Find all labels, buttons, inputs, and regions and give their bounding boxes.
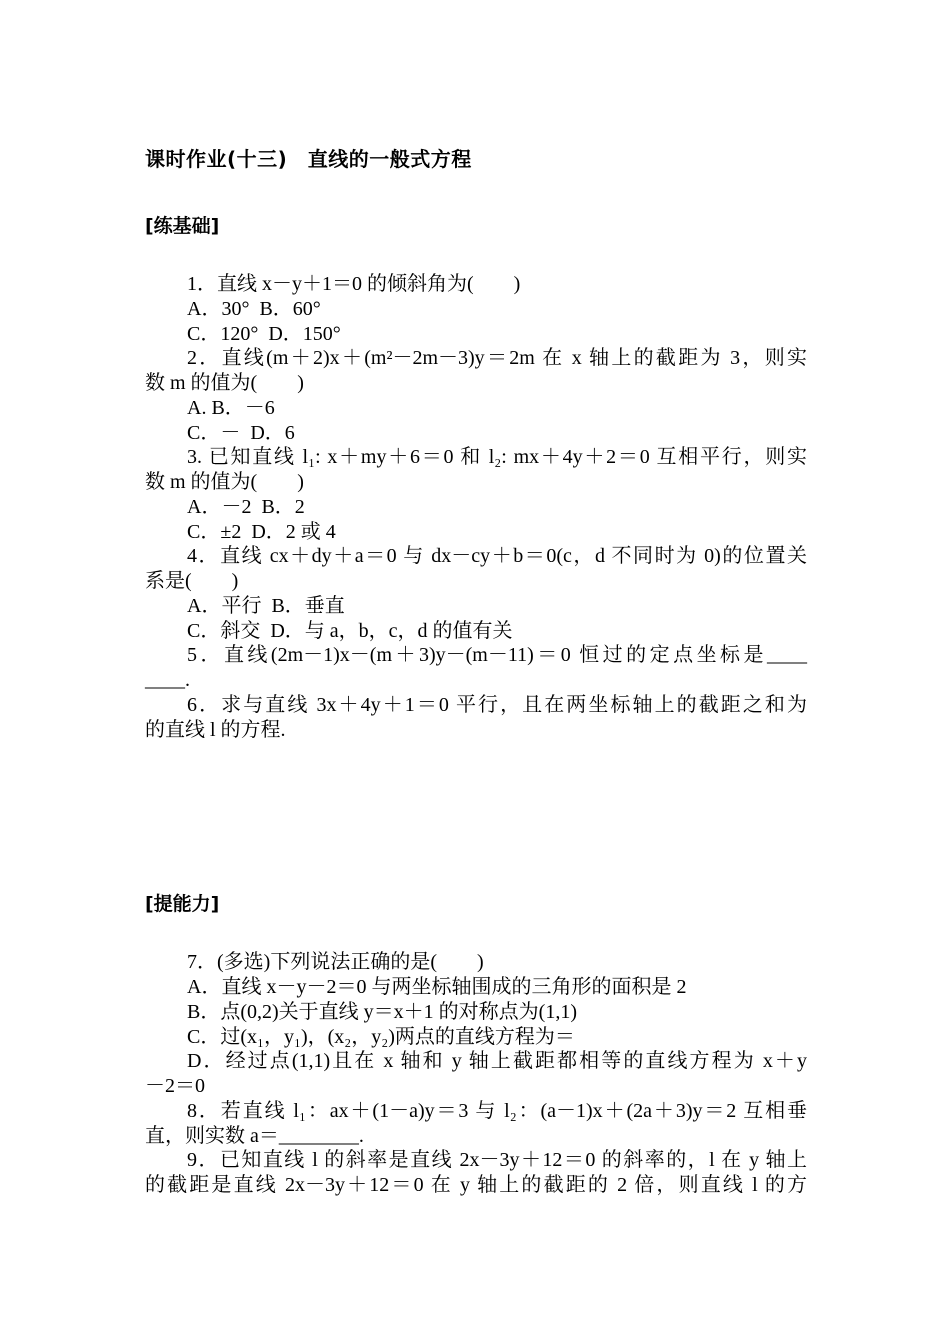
- q4-stem-line2: 系是( ): [145, 570, 239, 592]
- q7-option-d-line1: D．经过点(1,1)且在 x 轴和 y 轴上截距都相等的直线方程为 x＋y: [187, 1050, 807, 1072]
- q4-options-ab: A．平行 B．垂直: [187, 595, 345, 617]
- q4-stem-line1: 4．直线 cx＋dy＋a＝0 与 dx－cy＋b＝0(c，d 不同时为 0)的位置关: [187, 545, 807, 567]
- q3-options-cd: C．±2 D．2 或 4: [187, 521, 336, 543]
- q6-stem-line1: 6．求与直线 3x＋4y＋1＝0 平行，且在两坐标轴上的截距之和为: [187, 694, 807, 716]
- q2-stem-line2: 数 m 的值为( ): [145, 372, 304, 394]
- section-heading-basics: [练基础]: [145, 215, 220, 237]
- q5-stem-line1: 5．直线(2m－1)x－(m＋3)y－(m－11)＝0 恒过的定点坐标是____: [187, 644, 807, 666]
- q3-options-ab: A．－2 B．2: [187, 496, 305, 518]
- q7-stem: 7．(多选)下列说法正确的是( ): [187, 951, 484, 973]
- q8-stem-line1: 8．若直线 l₁：ax＋(1－a)y＝3 与 l₂：(a－1)x＋(2a＋3)y＝2 互相垂: [187, 1100, 807, 1122]
- q1-options-cd: C．120° D．150°: [187, 323, 341, 345]
- q2-options-cd: C．－ D．6: [187, 422, 295, 444]
- q9-stem-line1: 9．已知直线 l 的斜率是直线 2x－3y＋12＝0 的斜率的，l 在 y 轴上: [187, 1149, 807, 1171]
- q7-option-c: C．过(x₁，y₁)，(x₂，y₂)两点的直线方程为＝: [187, 1026, 575, 1048]
- q1-stem: 1．直线 x－y＋1＝0 的倾斜角为( ): [187, 273, 521, 295]
- q5-stem-line2: ____.: [145, 669, 190, 691]
- q8-stem-line2: 直，则实数 a＝________.: [145, 1125, 364, 1147]
- q7-option-a: A．直线 x－y－2＝0 与两坐标轴围成的三角形的面积是 2: [187, 976, 687, 998]
- q2-stem-line1: 2．直线(m＋2)x＋(m²－2m－3)y＝2m 在 x 轴上的截距为 3，则实: [187, 347, 807, 369]
- page-title: 课时作业(十三) 直线的一般式方程: [145, 147, 472, 171]
- q9-stem-line2: 的截距是直线 2x－3y＋12＝0 在 y 轴上的截距的 2 倍，则直线 l 的方: [145, 1174, 807, 1196]
- section-heading-ability: [提能力]: [145, 893, 220, 915]
- q4-options-cd: C．斜交 D．与 a，b，c，d 的值有关: [187, 620, 513, 642]
- q3-stem-line1: 3. 已知直线 l₁: x＋my＋6＝0 和 l₂: mx＋4y＋2＝0 互相平行，则实: [187, 446, 807, 468]
- q3-stem-line2: 数 m 的值为( ): [145, 471, 304, 493]
- q7-option-b: B．点(0,2)关于直线 y＝x＋1 的对称点为(1,1): [187, 1001, 577, 1023]
- q2-options-ab: A. B．－6: [187, 397, 275, 419]
- q1-options-ab: A．30° B．60°: [187, 298, 321, 320]
- q6-stem-line2: 的直线 l 的方程.: [145, 719, 286, 741]
- q7-option-d-line2: －2＝0: [145, 1075, 205, 1097]
